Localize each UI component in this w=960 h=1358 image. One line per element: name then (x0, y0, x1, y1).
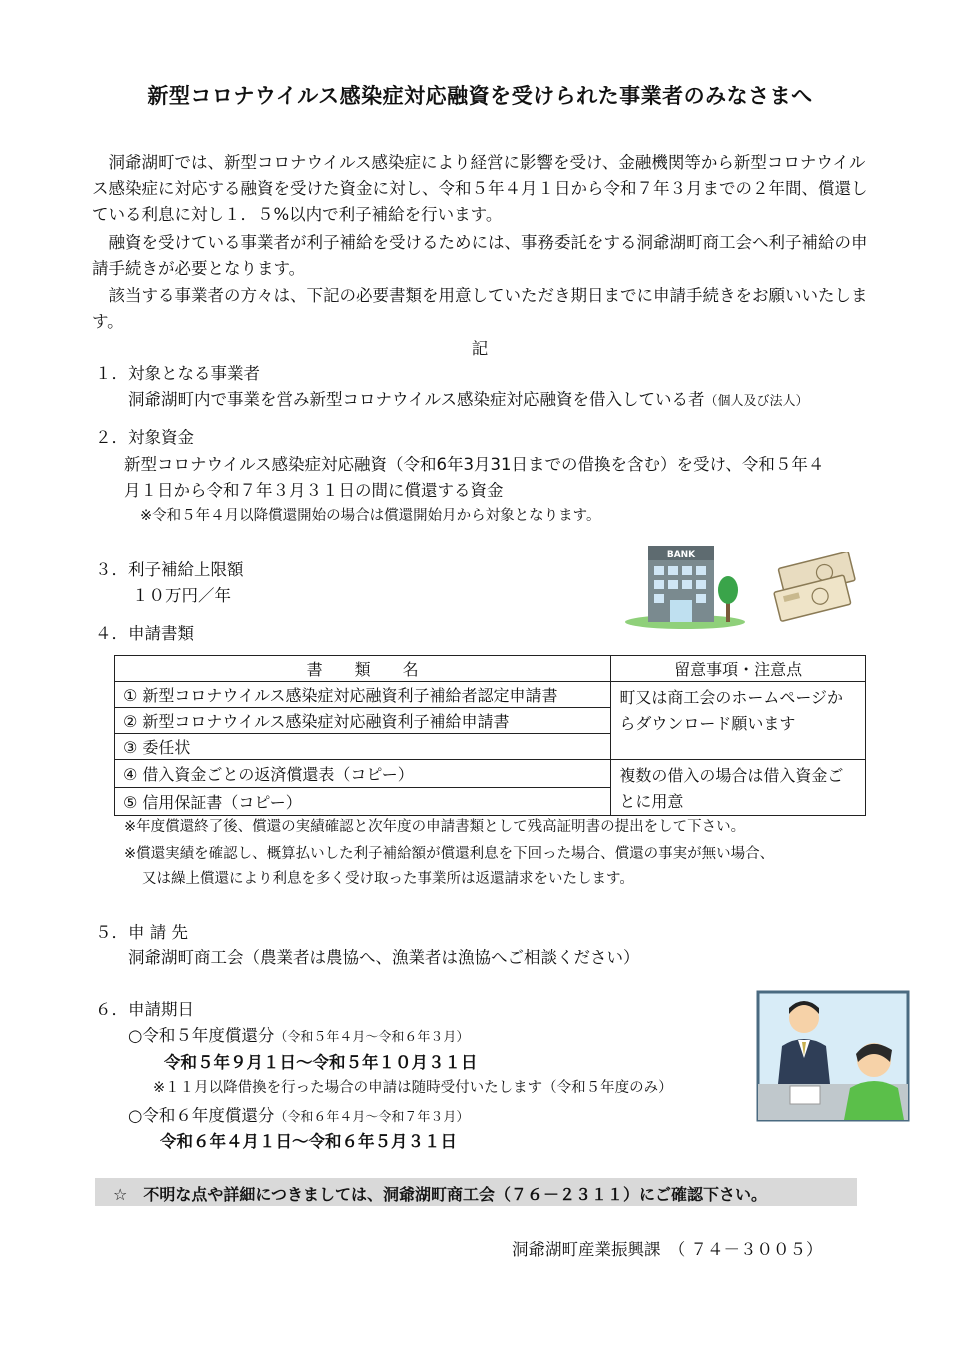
memo-download: 町又は商工会のホームページからダウンロード願います (611, 682, 866, 760)
intro-paragraph-3: 該当する事業者の方々は、下記の必要書類を用意していただき期日までに申請手続きをお願いいたします。 (92, 286, 868, 331)
r6-label: ○令和６年度償還分 (128, 1106, 275, 1125)
intro-paragraph-2: 融資を受けている事業者が利子補給を受けるためには、事務委託をする洞爺湖町商工会へ利子補給の申請手続きが必要となります。 (92, 233, 868, 278)
r5-note: ※１１月以降借換を行った場合の申請は随時受付いたします（令和５年度のみ） (153, 1080, 673, 1096)
memo-multiple-loans: 複数の借入の場合は借入資金ごとに用意 (611, 760, 866, 816)
section-4-note-2a: ※償還実績を確認し、概算払いした利子補給額が償還利息を下回った場合、償還の事実が無い場合、 (124, 846, 775, 862)
document-name: ④ 借入資金ごとの返済償還表（コピー） (115, 760, 611, 788)
document-name: ① 新型コロナウイルス感染症対応融資利子補給者認定申請書 (115, 682, 611, 708)
column-header-documents: 書 類 名 (115, 656, 611, 682)
bank-door (670, 600, 692, 622)
section-1-note: （個人及び法人） (704, 394, 809, 409)
r5-range: （令和５年４月～令和６年３月） (274, 1030, 470, 1045)
table-row (115, 682, 866, 708)
document-name: ③ 委任状 (115, 734, 611, 760)
tree-leaves (718, 576, 738, 604)
section-5-text: 洞爺湖町商工会（農業者は農協へ、漁業者は漁協へご相談ください） (128, 948, 640, 967)
section-3-heading: ３．利子補給上限額 (95, 560, 244, 579)
r6-period: 令和６年４月１日～令和６年５月３１日 (160, 1132, 457, 1151)
contact-banner (95, 1178, 857, 1206)
section-5-heading: ５．申 請 先 (95, 923, 188, 942)
section-4-note-2b: 又は繰上償還により利息を多く受け取った事業所は返還請求をいたします。 (142, 871, 634, 887)
r6-line (128, 1102, 469, 1126)
r6-range: （令和６年４月～令和７年３月） (274, 1110, 470, 1125)
document-name: ② 新型コロナウイルス感染症対応融資利子補給申請書 (115, 708, 611, 734)
section-2-note: ※令和５年４月以降償還開始の場合は償還開始月から対象となります。 (140, 508, 601, 524)
section-1-body (128, 386, 809, 410)
section-1-heading: １．対象となる事業者 (95, 364, 260, 383)
document-paper (790, 1086, 820, 1104)
section-3-amount: １０万円／年 (132, 586, 231, 605)
bank-building-illustration (620, 538, 750, 630)
bank-sign: BANK (666, 550, 696, 560)
r5-label: ○令和５年度償還分 (128, 1026, 275, 1045)
document-name: ⑤ 信用保証書（コピー） (115, 788, 611, 816)
section-4-note-1: ※年度償還終了後、償還の実績確認と次年度の申請書類として残高証明書の提出をして下さい。 (124, 819, 746, 835)
section-1-text: 洞爺湖町内で事業を営み新型コロナウイルス感染症対応融資を借入している者 (128, 390, 705, 409)
table-row (115, 760, 866, 788)
ki-heading: 記 (471, 339, 489, 358)
footer-department: 洞爺湖町産業振興課 （ ７４－３００５） (512, 1240, 823, 1259)
table-header-row (115, 656, 866, 682)
customer-shirt (844, 1081, 904, 1120)
r5-line (128, 1022, 469, 1046)
section-2-line-2: 月１日から令和７年３月３１日の間に償還する資金 (124, 481, 504, 500)
section-4-heading: ４．申請書類 (95, 624, 194, 643)
documents-table (114, 655, 866, 816)
consultation-illustration (752, 988, 914, 1124)
banknotes-illustration (768, 552, 864, 624)
column-header-notes: 留意事項・注意点 (611, 656, 866, 682)
intro-paragraph-1: 洞爺湖町では、新型コロナウイルス感染症により経営に影響を受け、金融機関等から新型コロナウイルス感染症に対応する融資を受けた資金に対し、令和５年４月１日から令和７年３月までの２年間、償還している利息に対し１．５%以内で利子補給を行います。 (92, 153, 868, 224)
page-title: 新型コロナウイルス感染症対応融資を受けられた事業者のみなさまへ (147, 84, 813, 108)
contact-banner-text: ☆ 不明な点や詳細につきましては、洞爺湖町商工会（７６－２３１１）にご確認下さい。 (113, 1185, 768, 1204)
section-6-heading: ６．申請期日 (95, 1000, 194, 1019)
r5-period: 令和５年９月１日～令和５年１０月３１日 (164, 1053, 478, 1072)
section-2-heading: ２．対象資金 (95, 428, 194, 447)
section-2-line-1: 新型コロナウイルス感染症対応融資（令和6年3月31日までの借換を含む）を受け、令和５年４ (124, 455, 825, 474)
